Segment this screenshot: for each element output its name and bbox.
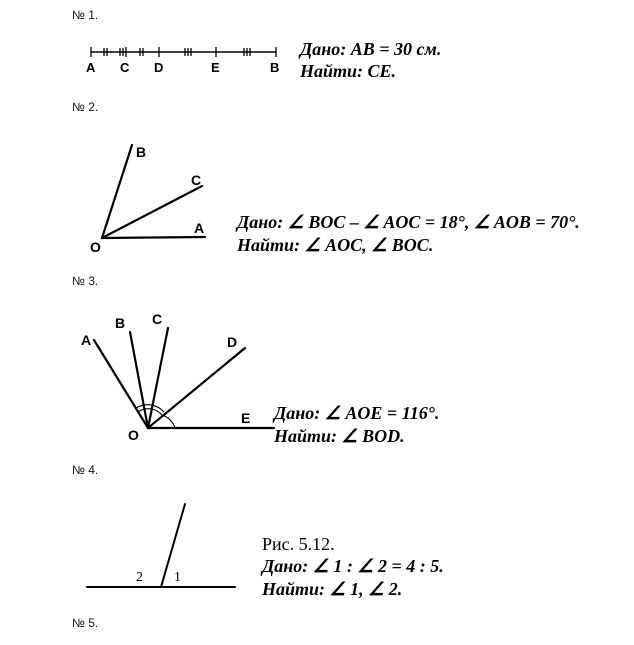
problem-2-angle-figure	[88, 137, 238, 257]
problem-3-number: № 3.	[72, 274, 99, 288]
problem-3-find: Найти: ∠ BOD.	[274, 426, 405, 446]
point-label-c: C	[191, 172, 202, 188]
point-label-b: B	[270, 60, 280, 75]
angle-label-2: 2	[136, 570, 143, 585]
point-label-a: A	[194, 220, 205, 236]
point-label-b: B	[136, 144, 147, 160]
problem-4-caption: Рис. 5.12.	[262, 534, 335, 554]
point-label-d: D	[154, 60, 164, 75]
problem-3-given: Дано: ∠ AOE = 116°.	[274, 403, 440, 423]
problem-4-adjacent-angles-figure	[85, 500, 245, 600]
problem-5-number: № 5.	[72, 616, 99, 630]
problem-4-number: № 4.	[72, 463, 99, 477]
problem-1-given: Дано: AB = 30 см.	[300, 39, 442, 59]
point-label-d: D	[227, 334, 238, 350]
problem-1-segment-figure	[80, 35, 300, 85]
problem-4-given: Дано: ∠ 1 : ∠ 2 = 4 : 5.	[262, 556, 444, 576]
point-label-c: C	[120, 60, 130, 75]
problem-1-find: Найти: CE.	[300, 61, 397, 81]
problem-2-given: Дано: ∠ BOC – ∠ AOC = 18°, ∠ AOB = 70°.	[237, 212, 580, 232]
angle-label-1: 1	[174, 570, 181, 585]
point-label-a: A	[86, 60, 96, 75]
problem-4-find: Найти: ∠ 1, ∠ 2.	[262, 579, 403, 599]
point-label-b: B	[115, 315, 126, 331]
point-label-o: O	[90, 239, 101, 255]
problem-3-angle-figure	[78, 308, 278, 443]
point-label-c: C	[152, 311, 163, 327]
point-label-a: A	[81, 332, 92, 348]
problem-2-find: Найти: ∠ AOC, ∠ BOC.	[237, 235, 434, 255]
problem-2-number: № 2.	[72, 100, 99, 114]
point-label-e: E	[241, 410, 251, 426]
problem-1-number: № 1.	[72, 8, 99, 22]
point-label-o: O	[128, 427, 139, 443]
point-label-e: E	[211, 60, 220, 75]
